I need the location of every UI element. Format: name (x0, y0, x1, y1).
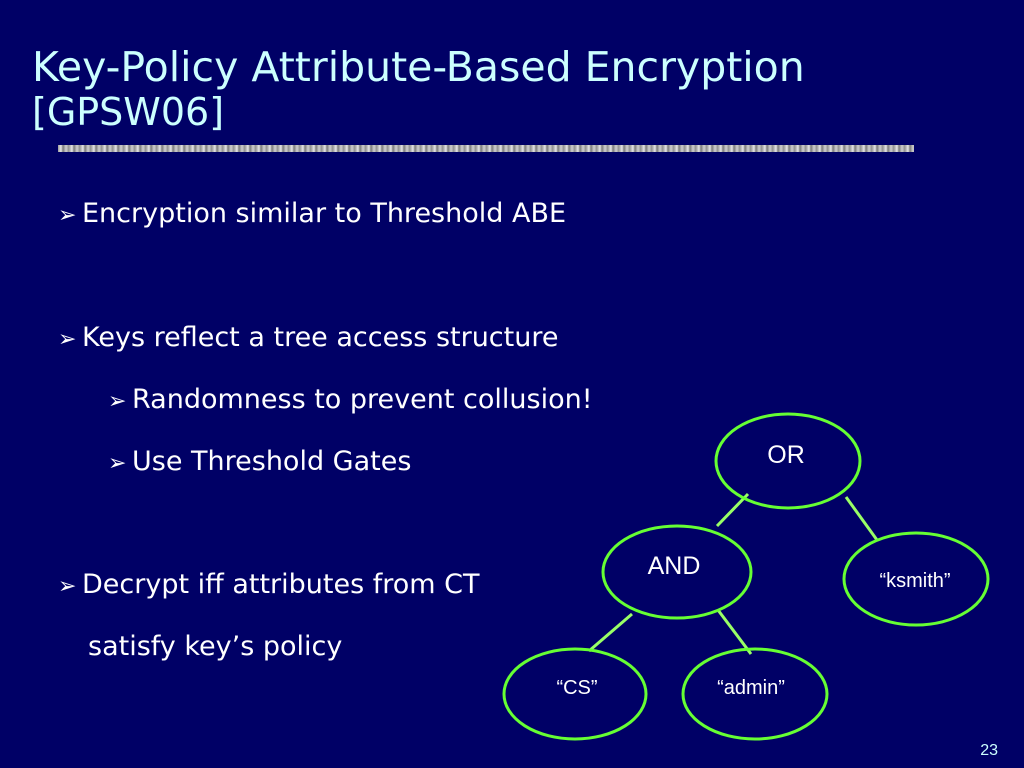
arrow-bullet-icon: ➢ (108, 389, 127, 414)
edge-and-cs (589, 614, 632, 651)
bullet-text: Use Threshold Gates (132, 446, 412, 477)
bullet-text: Encryption similar to Threshold ABE (82, 198, 567, 229)
title-line-1: Key-Policy Attribute-Based Encryption (32, 43, 805, 91)
node-ksmith-label: “ksmith” (879, 570, 951, 592)
bullet-text: Randomness to prevent collusion! (132, 384, 593, 415)
title-line-2: [GPSW06] (32, 90, 225, 134)
node-cs-label: “CS” (556, 677, 598, 699)
arrow-bullet-icon: ➢ (108, 451, 127, 476)
node-admin-label: “admin” (717, 677, 785, 699)
node-or-label: OR (767, 441, 805, 469)
page-number: 23 (980, 742, 998, 759)
edge-or-ksmith (846, 497, 877, 540)
edge-and-admin (718, 610, 751, 654)
arrow-bullet-icon: ➢ (58, 203, 77, 228)
bullet-text: satisfy key’s policy (88, 631, 343, 662)
arrow-bullet-icon: ➢ (58, 327, 77, 352)
node-and-label: AND (647, 552, 701, 580)
bullet-text: Decrypt iff attributes from CT (82, 569, 480, 600)
arrow-bullet-icon: ➢ (58, 574, 77, 599)
bullet-text: Keys reflect a tree access structure (82, 322, 559, 353)
